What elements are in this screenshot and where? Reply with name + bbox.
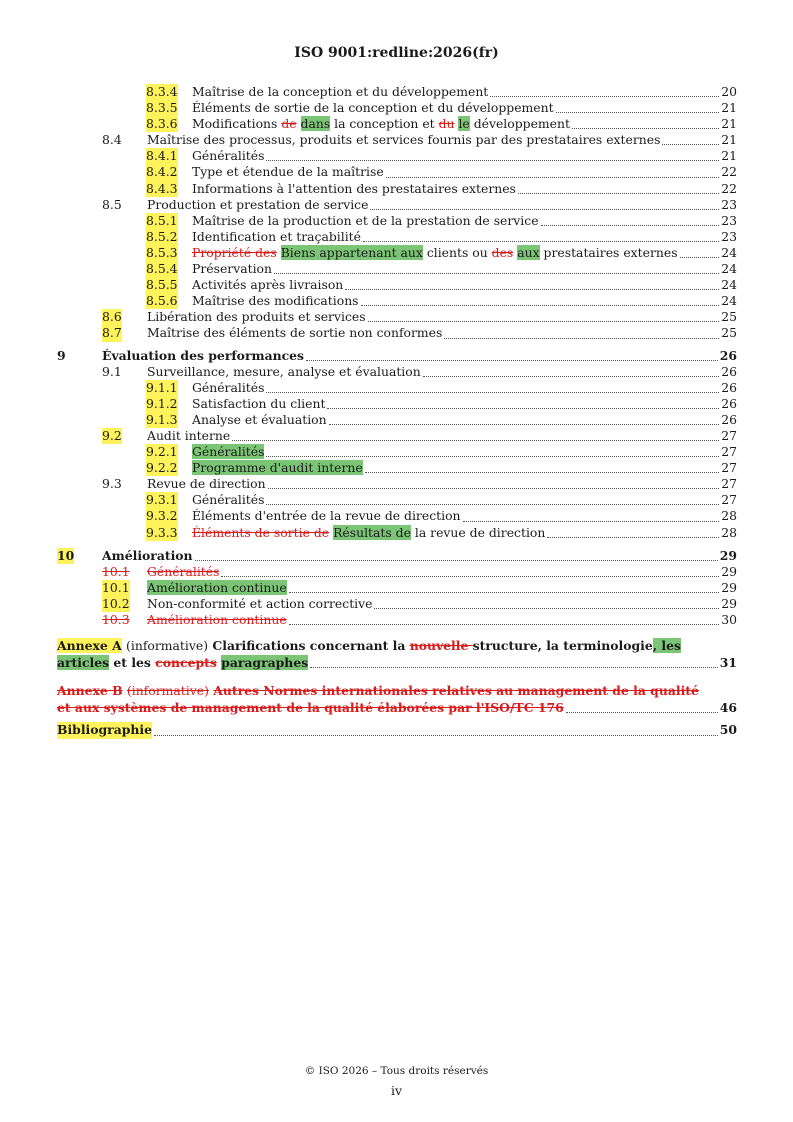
toc-leader-dots	[368, 321, 720, 322]
toc-leader-dots	[386, 177, 720, 178]
toc-entry-number: 8.4.1	[146, 148, 178, 164]
toc-entry-line	[192, 245, 737, 261]
toc-entry-line	[147, 612, 737, 628]
toc-entry[interactable]	[57, 132, 737, 148]
toc-entry-number: 9.3.3	[146, 524, 178, 540]
toc-entry-line	[192, 525, 737, 541]
toc-entry-line	[192, 460, 737, 476]
toc-entry-number: 8.5.2	[146, 228, 178, 244]
toc-entry-title	[147, 309, 366, 325]
toc-entry-page: 27	[721, 427, 737, 443]
toc-entry[interactable]	[57, 380, 737, 396]
toc-entry-title	[147, 596, 372, 612]
toc-entry-title	[102, 348, 304, 364]
toc-text-segment: des	[491, 244, 514, 260]
toc-entry-number: 8.4.2	[146, 164, 178, 180]
toc-text-segment: Généralités	[192, 148, 265, 164]
toc-text-segment: Non-conformité et action corrective	[147, 595, 373, 611]
bibliography-label: Bibliographie	[57, 722, 153, 738]
toc-entry-title	[147, 325, 442, 341]
toc-entry-number: 9.1.1	[146, 379, 178, 395]
toc-entry[interactable]	[57, 580, 737, 596]
toc-entry-page: 27	[721, 444, 737, 460]
toc-text-segment: , les	[652, 638, 681, 654]
toc-text-segment: du	[438, 116, 455, 132]
toc-text-segment: développement	[469, 116, 570, 132]
toc-text-segment: et les	[109, 654, 156, 670]
toc-leader-dots	[370, 209, 719, 210]
toc-entry[interactable]	[57, 116, 737, 132]
toc-entry-page: 30	[721, 612, 737, 627]
toc-entry-number: 8.7	[102, 325, 122, 341]
toc-leader-dots	[518, 193, 719, 194]
toc-text-segment: paragraphes	[221, 654, 309, 670]
toc-entry-page: 23	[721, 212, 737, 228]
toc-text-segment: Clarifications concernant la	[212, 638, 410, 654]
toc-text-segment: structure, la terminologie	[472, 638, 653, 654]
toc-entry[interactable]	[57, 444, 737, 460]
toc-entry-title	[147, 197, 368, 213]
toc-text-segment: Propriété des	[192, 244, 277, 260]
toc-entry-title	[192, 229, 361, 245]
annex-b-title-line1: Autres Normes internationales relatives au management de la qualité	[213, 683, 699, 699]
toc-text-segment: prestataires externes	[539, 244, 678, 260]
toc-leader-dots	[361, 305, 720, 306]
toc-entry-title	[192, 508, 461, 524]
toc-entry-title	[147, 428, 230, 444]
toc-entry-title	[192, 148, 264, 164]
toc-entry[interactable]	[57, 293, 737, 309]
toc-text-segment: Maîtrise des processus, produits et services fournis par des prestataires externes	[147, 132, 661, 148]
toc-entry-title	[192, 84, 488, 100]
toc-leader-dots	[195, 560, 718, 561]
toc-entry-page: 25	[721, 309, 737, 325]
toc-entry[interactable]	[57, 460, 737, 476]
toc-entry-page: 23	[721, 228, 737, 244]
toc-entry-number: 10.3	[102, 612, 130, 627]
toc-entry-title	[147, 564, 219, 580]
toc-entry-page: 26	[721, 395, 737, 411]
toc-entry-line	[192, 148, 737, 164]
toc-text-segment: Généralités	[192, 444, 265, 460]
toc-entry-page: 25	[721, 325, 737, 341]
toc-entry-title	[192, 380, 264, 396]
toc-entry-number: 8.4	[102, 132, 122, 148]
toc-text-segment: Généralités	[192, 492, 265, 508]
toc-leader-dots	[547, 537, 719, 538]
toc-text-segment: dans	[300, 116, 331, 132]
toc-leader-dots	[232, 440, 719, 441]
toc-entry-line	[147, 476, 737, 492]
toc-leader-dots	[444, 338, 719, 339]
toc-entry-line	[192, 164, 737, 180]
toc-text-segment: Biens appartenant aux	[280, 244, 423, 260]
toc-entry-number: 10.2	[102, 595, 130, 611]
annex-a-page: 31	[719, 654, 737, 670]
toc-entry[interactable]	[57, 476, 737, 492]
toc-entry[interactable]	[57, 396, 737, 412]
toc-leader-dots	[266, 160, 719, 161]
toc-text-segment: nouvelle	[409, 638, 473, 654]
toc-entry-line	[192, 100, 737, 116]
annex-a-title-line1	[212, 638, 681, 653]
toc-entry-title	[192, 460, 363, 476]
toc-leader-dots	[572, 128, 719, 129]
toc-entry-number: 8.3.6	[146, 116, 178, 132]
toc-entry-title	[192, 525, 545, 541]
toc-leader-dots	[268, 488, 720, 489]
toc-leader-dots	[374, 608, 719, 609]
toc-entry[interactable]	[57, 412, 737, 428]
toc-text-segment: Maîtrise de la production et de la prestation de service	[192, 212, 539, 228]
toc-entry-number: 9	[57, 347, 66, 363]
toc-entry[interactable]	[57, 213, 737, 229]
toc-leader-dots	[289, 592, 720, 593]
toc-entry-page: 26	[721, 363, 737, 379]
toc-entry-page: 24	[721, 277, 737, 293]
toc-entry-title	[102, 548, 193, 564]
toc-rows	[57, 84, 737, 628]
toc-entry-page: 29	[721, 595, 737, 611]
toc-text-segment: la conception et	[330, 116, 439, 132]
toc-entry[interactable]	[57, 325, 737, 341]
toc-text-segment: Activités après livraison	[192, 277, 344, 293]
toc-entry-line	[192, 396, 737, 412]
toc-entry-page: 29	[719, 547, 737, 563]
toc-entry-number: 8.5.3	[146, 244, 178, 260]
toc-entry-number: 8.5.5	[146, 277, 178, 293]
toc-text-segment: Maîtrise des modifications	[192, 293, 359, 309]
toc-entry-page: 24	[721, 293, 737, 309]
toc-leader-dots	[363, 241, 719, 242]
toc-leader-dots	[327, 408, 719, 409]
toc-entry[interactable]	[57, 84, 737, 100]
toc-entry[interactable]	[57, 596, 737, 612]
toc-entry-page: 21	[721, 116, 737, 132]
toc-text-segment: Amélioration	[102, 547, 193, 563]
toc-entry[interactable]	[57, 261, 737, 277]
toc-entry-line	[192, 181, 737, 197]
toc-text-segment: Analyse et évaluation	[192, 411, 327, 427]
toc-entry[interactable]	[57, 508, 737, 524]
toc-text-segment: Maîtrise de la conception et du développement	[192, 84, 489, 99]
toc-entry[interactable]	[57, 148, 737, 164]
toc-entry-line	[147, 564, 737, 580]
toc-text-segment: Libération des produits et services	[147, 309, 366, 325]
annex-b-title-line2: et aux systèmes de management de la qualité élaborées par l'ISO/TC 176	[57, 699, 564, 715]
toc-entry-number: 8.6	[102, 309, 122, 325]
toc-text-segment: clients ou	[422, 244, 492, 260]
toc-text-segment: Type et étendue de la maîtrise	[192, 164, 384, 180]
annex-b-label: Annexe B	[57, 683, 123, 699]
toc-entry-title	[192, 261, 272, 277]
annex-a-kind: (informative)	[126, 638, 209, 654]
toc-leader-dots	[365, 472, 719, 473]
toc-entry[interactable]	[57, 525, 737, 541]
toc-entry-line	[192, 116, 737, 132]
toc-leader-dots	[154, 735, 718, 736]
toc-text-segment: Production et prestation de service	[147, 196, 369, 212]
toc-entry-line	[147, 132, 737, 148]
toc-leader-dots	[541, 225, 720, 226]
bibliography-page: 50	[719, 722, 737, 738]
toc-entry[interactable]	[57, 229, 737, 245]
toc-entry-title	[192, 277, 343, 293]
toc-entry-page: 26	[721, 411, 737, 427]
toc-entry-line	[192, 293, 737, 309]
toc-entry-number: 10.1	[102, 563, 130, 579]
toc-text-segment: Revue de direction	[147, 476, 266, 492]
toc-leader-dots	[662, 144, 719, 145]
toc-entry-title	[192, 181, 516, 197]
toc-text-segment: Maîtrise des éléments de sortie non conformes	[147, 325, 443, 341]
toc-leader-dots	[266, 456, 719, 457]
document-header: ISO 9001:redline:2026(fr)	[294, 45, 499, 61]
toc-entry[interactable]	[57, 612, 737, 628]
toc-text-segment: Satisfaction du client	[192, 395, 326, 411]
toc-entry-title	[192, 293, 359, 309]
annex-a-title-line2	[57, 655, 308, 672]
toc-entry-line	[102, 548, 737, 564]
toc-entry-page: 20	[721, 84, 737, 99]
toc-leader-dots	[556, 112, 720, 113]
toc-entry-line	[102, 348, 737, 364]
toc-leader-dots	[680, 257, 720, 258]
toc-entry-line	[147, 325, 737, 341]
toc-text-segment: Évaluation des performances	[102, 347, 305, 363]
toc-entry-title	[192, 444, 264, 460]
toc-text-segment: Identification et traçabilité	[192, 228, 361, 244]
toc-text-segment: Éléments de sortie de la conception et du développement	[192, 100, 554, 116]
toc-entry-page: 24	[721, 261, 737, 277]
toc-leader-dots	[289, 624, 720, 625]
toc-leader-dots	[274, 273, 719, 274]
toc-entry-page: 29	[721, 563, 737, 579]
copyright-footer: © ISO 2026 – Tous droits réservés	[304, 1065, 489, 1077]
toc-entry[interactable]	[57, 245, 737, 261]
toc-leader-dots	[306, 360, 718, 361]
toc-leader-dots	[310, 667, 718, 668]
toc-entry-page: 28	[721, 524, 737, 540]
toc-entry-title	[192, 213, 539, 229]
toc-leader-dots	[266, 504, 719, 505]
toc-entry[interactable]	[57, 100, 737, 116]
toc-entry-page: 27	[721, 460, 737, 476]
toc-entry-line	[192, 213, 737, 229]
toc-entry-line	[147, 309, 737, 325]
toc-entry-number: 9.1.3	[146, 411, 178, 427]
toc-leader-dots	[463, 521, 720, 522]
toc-entry-line	[147, 197, 737, 213]
toc-text-segment: Résultats de	[333, 524, 411, 540]
toc-entry-number: 8.3.4	[146, 84, 178, 99]
toc-entry-number: 9.2.1	[146, 444, 178, 460]
toc-annex-a[interactable]	[57, 638, 737, 671]
toc-entry-page: 26	[719, 347, 737, 363]
toc-entry-title	[147, 612, 287, 628]
toc-entry-title	[192, 100, 554, 116]
annex-b-page: 46	[719, 699, 737, 715]
toc-entry-title	[147, 476, 266, 492]
toc-entry-page: 22	[721, 180, 737, 196]
toc-entry-number: 9.3	[102, 476, 122, 492]
toc-text-segment: Audit interne	[147, 427, 231, 443]
annex-a-label: Annexe A	[57, 638, 122, 654]
toc-text-segment: Surveillance, mesure, analyse et évaluation	[147, 363, 421, 379]
toc-entry-page: 21	[721, 132, 737, 148]
toc-text-segment: articles	[57, 654, 110, 670]
toc-entry[interactable]	[57, 348, 737, 364]
toc-entry[interactable]	[57, 181, 737, 197]
toc-entry-line	[147, 596, 737, 612]
toc-entry[interactable]	[57, 428, 737, 444]
toc-leader-dots	[345, 289, 719, 290]
toc-text-segment: Éléments d'entrée de la revue de direction	[192, 508, 461, 524]
toc-entry-number: 9.3.2	[146, 508, 178, 524]
toc-entry[interactable]	[57, 277, 737, 293]
toc-entry-page: 28	[721, 508, 737, 524]
toc-leader-dots	[221, 576, 719, 577]
toc-entry-line	[147, 428, 737, 444]
toc-entry-number: 8.5.4	[146, 261, 178, 277]
toc-entry-number: 9.2	[102, 427, 122, 443]
toc-entry[interactable]	[57, 564, 737, 580]
toc-entry[interactable]	[57, 164, 737, 180]
toc-entry-title	[147, 364, 421, 380]
toc-entry-number: 8.5.1	[146, 212, 178, 228]
toc-entry-line	[192, 492, 737, 508]
toc-entry-line	[192, 261, 737, 277]
toc-entry-page: 21	[721, 100, 737, 116]
toc-text-segment: Éléments de sortie de	[192, 524, 330, 540]
toc-entry-title	[192, 412, 327, 428]
toc-annex-b[interactable]	[57, 683, 737, 716]
toc-entry-title	[147, 132, 660, 148]
toc-text-segment: la revue de direction	[410, 524, 546, 540]
toc-entry-number: 9.2.2	[146, 460, 178, 476]
toc-entry-page: 26	[721, 379, 737, 395]
toc-leader-dots	[266, 392, 719, 393]
toc-entry-number: 10.1	[102, 579, 130, 595]
toc-entry-page: 27	[721, 476, 737, 492]
toc-entry-page: 22	[721, 164, 737, 180]
toc-entry-number: 9.3.1	[146, 492, 178, 508]
toc-entry-title	[147, 580, 287, 596]
toc-leader-dots	[423, 376, 720, 377]
toc-text-segment: Préservation	[192, 261, 272, 277]
toc-entry-page: 24	[721, 244, 737, 260]
toc-text-segment: Modifications	[192, 116, 282, 132]
page-number-roman: iv	[390, 1083, 403, 1098]
toc-entry-title	[192, 164, 384, 180]
toc-leader-dots	[329, 424, 720, 425]
toc-text-segment: Amélioration continue	[147, 612, 287, 627]
toc-leader-dots	[566, 712, 718, 713]
toc-entry-number: 10	[57, 547, 75, 563]
toc-entry-title	[192, 396, 325, 412]
toc-entry-page: 23	[721, 196, 737, 212]
toc-entry-line	[147, 580, 737, 596]
toc-bibliography[interactable]	[57, 722, 737, 739]
toc-entry[interactable]	[57, 197, 737, 213]
toc-entry-page: 29	[721, 579, 737, 595]
toc-entry-title	[192, 492, 264, 508]
toc-leader-dots	[490, 96, 719, 97]
toc-entry-line	[147, 364, 737, 380]
toc-text-segment: aux	[517, 244, 540, 260]
toc-entry-line	[192, 412, 737, 428]
toc-entry[interactable]	[57, 309, 737, 325]
toc-entry-number: 8.5	[102, 196, 122, 212]
toc-entry-line	[192, 277, 737, 293]
toc-entry[interactable]	[57, 492, 737, 508]
toc-text-segment: Amélioration continue	[147, 579, 287, 595]
toc-entry-title	[192, 245, 678, 261]
toc-text-segment: Programme d'audit interne	[192, 460, 363, 476]
toc-entry-line	[192, 229, 737, 245]
toc-text-segment: de	[281, 116, 297, 132]
toc-entry-title	[192, 116, 570, 132]
toc-entry[interactable]	[57, 548, 737, 564]
annex-b-kind: (informative)	[126, 683, 209, 699]
toc-text-segment: Généralités	[192, 379, 265, 395]
toc-entry[interactable]	[57, 364, 737, 380]
toc-entry-line	[192, 508, 737, 524]
toc-entry-number: 9.1.2	[146, 395, 178, 411]
toc-entry-line	[192, 84, 737, 100]
toc-text-segment	[297, 116, 301, 131]
table-of-contents	[57, 84, 737, 739]
toc-entry-number: 9.1	[102, 363, 122, 379]
toc-text-segment: Informations à l'attention des prestataires externes	[192, 180, 516, 196]
toc-entry-number: 8.3.5	[146, 100, 178, 116]
toc-entry-line	[192, 380, 737, 396]
toc-entry-number: 8.5.6	[146, 293, 178, 309]
toc-entry-line	[192, 444, 737, 460]
toc-text-segment: concepts	[155, 654, 217, 670]
toc-entry-page: 27	[721, 492, 737, 508]
toc-entry-number: 8.4.3	[146, 180, 178, 196]
toc-entry-page: 21	[721, 148, 737, 164]
toc-text-segment: le	[458, 116, 470, 132]
toc-text-segment: Généralités	[147, 563, 220, 579]
